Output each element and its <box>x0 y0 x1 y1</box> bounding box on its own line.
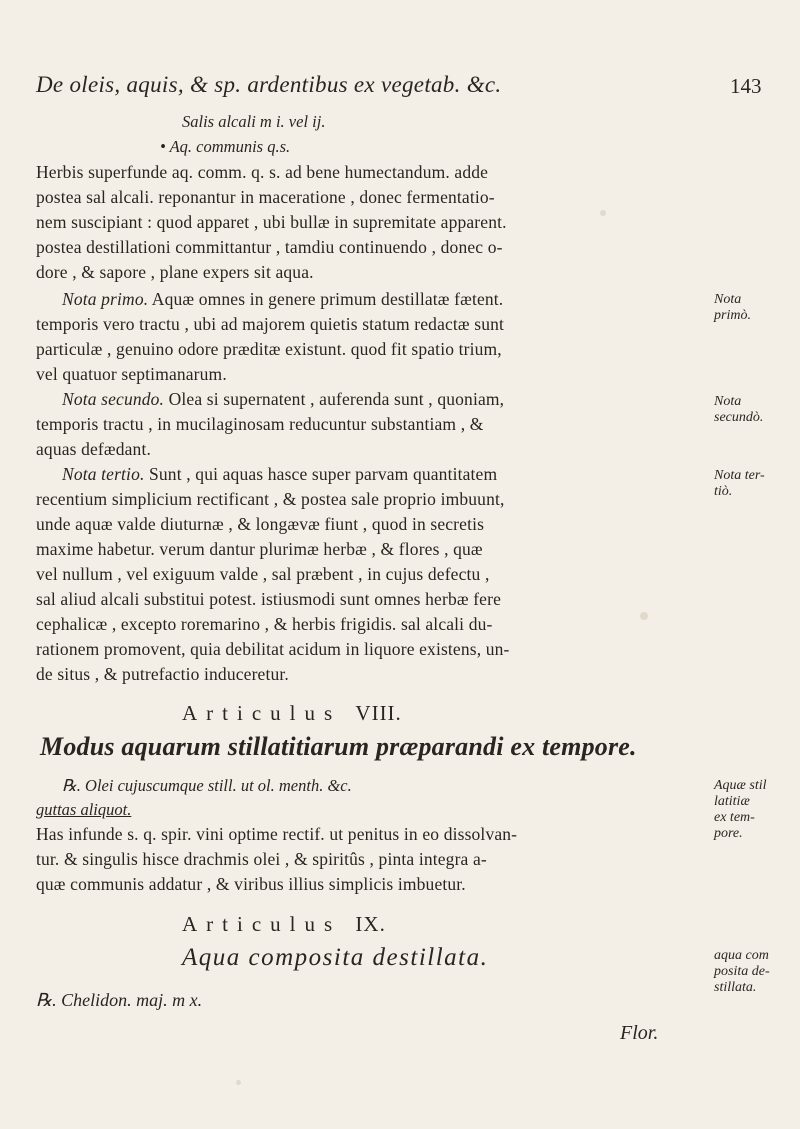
articulus-heading <box>182 701 402 726</box>
margin-note-line: posita de- <box>714 964 770 979</box>
articulus-label: Articulus <box>182 912 342 936</box>
nota-lead: Nota secundo. <box>62 389 165 409</box>
paper-stain <box>640 612 648 620</box>
margin-note-line: primò. <box>714 308 751 323</box>
paper-stain <box>236 1080 241 1085</box>
nota-tertio-line <box>62 464 497 485</box>
recipe-line: • Aq. communis q.s. <box>160 137 291 156</box>
text-line: nem suscipiant : quod apparet , ubi bullæ in supremitate apparent. <box>36 212 507 232</box>
margin-note <box>714 292 751 324</box>
text-line: particulæ , genuino odore præditæ existunt. quod fit spatio trium, <box>36 339 502 359</box>
text-line: recentium simplicium rectificant , & postea sale proprio imbuunt, <box>36 489 505 509</box>
text-line: tur. & singulis hisce drachmis olei , & spiritûs , pinta integra a- <box>36 849 487 869</box>
nota-secundo-line <box>62 389 504 410</box>
margin-note-line: aqua com <box>714 948 769 963</box>
nota-text: Olea si supernatent , auferenda sunt , quoniam, <box>164 389 505 409</box>
section-title: Modus aquarum stillatitiarum præparandi ex tempore. <box>40 732 637 761</box>
text-line: aquas defædant. <box>36 439 151 459</box>
nota-primo-line <box>62 289 503 310</box>
margin-note-line: secundò. <box>714 410 764 425</box>
margin-note-line: Aquæ stil <box>714 778 767 793</box>
text-line: Herbis superfunde aq. comm. q. s. ad bene humectandum. adde <box>36 162 489 182</box>
text-line: rationem promovent, quia debilitat acidum in liquore existens, un- <box>36 639 510 659</box>
margin-note <box>714 778 767 842</box>
margin-note <box>714 948 770 996</box>
paper-stain <box>600 210 606 216</box>
articulus-number: VIII. <box>355 701 402 725</box>
text-line: cephalicæ , excepto roremarino , & herbis frigidis. sal alcali du- <box>36 614 493 634</box>
text-line: quæ communis addatur , & viribus illius simplicis imbuetur. <box>36 874 466 894</box>
text-line: temporis vero tractu , ubi ad majorem quietis statum redactæ sunt <box>36 314 505 334</box>
text-line: postea destillationi committantur , tamdiu continuendo , donec o- <box>36 237 503 257</box>
nota-text: Sunt , qui aquas hasce super parvam quantitatem <box>144 464 498 484</box>
nota-lead: Nota tertio. <box>62 464 145 484</box>
text-line: maxime habetur. verum dantur plurimæ herbæ , & flores , quæ <box>36 539 483 559</box>
recipe-line: Salis alcali m i. vel ij. <box>182 112 326 131</box>
articulus-label: Articulus <box>182 701 342 725</box>
articulus-heading <box>182 912 386 937</box>
text-line: vel nullum , vel exiguum valde , sal præbent , in cujus defectu , <box>36 564 490 584</box>
text-line: dore , & sapore , plane expers sit aqua. <box>36 262 314 282</box>
text-line: temporis tractu , in mucilaginosam reducuntur substantiam , & <box>36 414 484 434</box>
margin-note-line: ex tem- <box>714 810 755 825</box>
text-line: unde aquæ valde diuturnæ , & longævæ fiunt , quod in secretis <box>36 514 485 534</box>
margin-note-line: latitiæ <box>714 794 750 809</box>
recipe-line: guttas aliquot. <box>36 800 132 819</box>
catchword: Flor. <box>620 1022 659 1044</box>
running-header: De oleis, aquis, & sp. ardentibus ex vegetab. &c. <box>36 72 502 97</box>
margin-note <box>714 468 765 500</box>
recipe-line: ℞. Chelidon. maj. m x. <box>36 990 203 1010</box>
text-line: sal aliud alcali substitui potest. istiusmodi sunt omnes herbæ fere <box>36 589 501 609</box>
articulus-number: IX. <box>355 912 386 936</box>
nota-lead: Nota primo. <box>62 289 149 309</box>
margin-note-line: Nota <box>714 292 742 307</box>
margin-note-line: Nota <box>714 394 742 409</box>
margin-note-line: pore. <box>714 826 743 841</box>
recipe-line: ℞. Olei cujuscumque still. ut ol. menth. &c. <box>62 776 352 795</box>
page-number: 143 <box>730 74 762 98</box>
margin-note <box>714 394 763 426</box>
margin-note-line: tiò. <box>714 484 733 499</box>
margin-note-line: stillata. <box>714 980 757 995</box>
text-line: postea sal alcali. reponantur in maceratione , donec fermentatio- <box>36 187 495 207</box>
margin-note-line: Nota ter- <box>714 468 765 483</box>
text-line: Has infunde s. q. spir. vini optime rectif. ut penitus in eo dissolvan- <box>36 824 518 844</box>
text-line: de situs , & putrefactio induceretur. <box>36 664 289 684</box>
nota-text: Aquæ omnes in genere primum destillatæ fætent. <box>148 289 504 309</box>
section-title: Aqua composita destillata. <box>182 944 489 971</box>
text-line: vel quatuor septimanarum. <box>36 364 227 384</box>
